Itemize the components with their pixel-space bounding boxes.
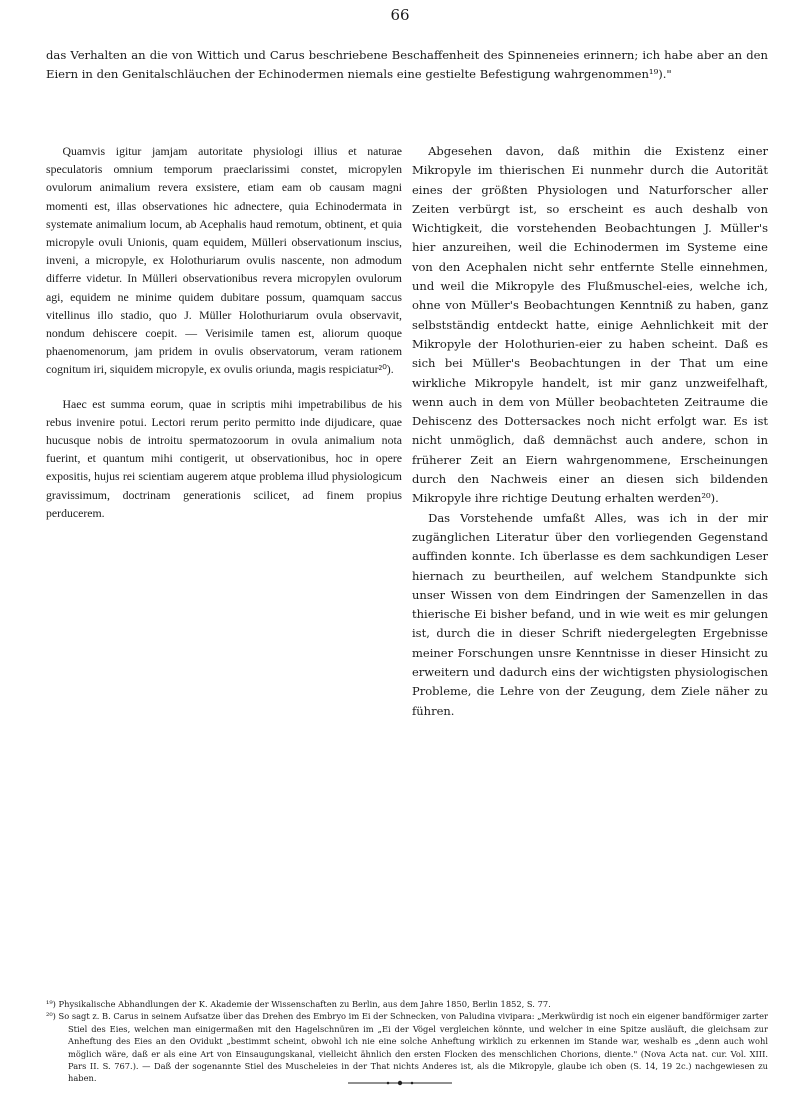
latin-column (46, 142, 402, 538)
intro-text: das Verhalten an die von Wittich und Carus beschriebene Beschaffenheit des Spinneneies erinnern; ich habe aber an den Eiern in den Genitalschläuchen der Echinodermen niemals eine gestielte Befestigung wahrgenommen¹⁹)." (46, 48, 768, 81)
footnote-20: ²⁰) So sagt z. B. Carus in seinem Aufsatze über das Drehen des Embryo im Ei der Schnecken, von Paludina vivipara: „Merkwürdig ist noch ein eigener bandförmiger zarter Stiel des Eies, welchen man einigermaßen mit den Hagelschnüren im „Ei der Vögel vergleichen könnte, und welcher in eine Spitze ausläuft, die gleichsam zur Anheftung des Eies an den Ovidukt „bestimmt scheint, obwohl ich nie eine solche Anheftung wirklich zu erkennen im Stande war, weshalb es „denn auch wohl möglich wäre, daß er als eine Art von Einsaugungskanal, vielleicht ähnlich den ersten Flocken des menschlichen Chorions, diente." (Nova Acta nat. cur. Vol. XIII. Pars II. S. 767.). — Daß der sogenannte Stiel des Muscheleies in der That nichts Anderes ist, als die Mikropyle, glaube ich oben (S. 14, 19 2c.) nachgewiesen zu haben. (46, 1011, 768, 1084)
latin-paragraph-1: Quamvis igitur jamjam autoritate physiologi illius et naturae speculatoris omnium temporum praeclarissimi constet, micropylen ovulorum animalium revera exsistere, etiam eam ob causam magni momenti est, illas observationes hic adnectere, quia Echinodermata in systemate animalium locum, ab Acephalis haud remotum, obtinent, et quia micropyle ovuli Unionis, quam equidem, Mülleri observationum inscius, inveni, a micropyle, ex Holothuriarum ovulis nascente, non admodum differre videtur. In Mülleri observationibus revera micropylen ovulorum agi, equidem ne minime quidem dubitare possum, quamquam saccus vitellinus illo stadio, quo J. Müller Holothuriarum ovula observavit, nondum dehiscere coepit. — Verisimile tamen est, aliorum quoque phaenomenorum, jam pridem in ovulis observatorum, veram rationem cognitum iri, siquidem micropyle, ex ovulis oriunda, magis respiciatur²⁰). (46, 144, 402, 377)
german-column (412, 142, 768, 721)
page-number: 66 (390, 6, 410, 24)
german-paragraph-1: Abgesehen davon, daß mithin die Existenz einer Mikropyle im thierischen Ei nunmehr durch die Autorität eines der größten Physiologen und Naturforscher aller Zeiten verbürgt ist, so erscheint es auch deshalb von Wichtigkeit, die vorstehenden Beobachtungen J. Müller's hier anzureihen, weil die Echinodermen im Systeme eine von den Acephalen nicht sehr entfernte Stelle einnehmen, und weil die Mikropyle des Flußmuschel-eies, welche ich, ohne von Müller's Beobachtungen Kenntniß zu haben, ganz selbstständig entdeckt hatte, einige Aehnlichkeit mit der Mikropyle der Holothurien-eier zu haben scheint. Daß es sich bei Müller's Beobachtungen in der That um eine wirkliche Mikropyle handelt, ist mir ganz unzweifelhaft, wenn auch in dem von Müller beobachteten Zeitraume die Dehiscenz des Dottersackes noch nicht erfolgt war. Es ist nicht unmöglich, daß demnächst auch andere, schon in früherer Zeit an Eiern wahrgenommene, Erscheinungen durch den Nachweis einer an diesen sich bildenden Mikropyle ihre richtige Deutung erhalten werden²⁰). (412, 144, 768, 506)
footnote-19: ¹⁹) Physikalische Abhandlungen der K. Akademie der Wissenschaften zu Berlin, aus dem Jahre 1850, Berlin 1852, S. 77. (46, 999, 551, 1009)
footnotes (46, 998, 768, 1085)
intro-paragraph (46, 46, 768, 83)
german-paragraph-2: Das Vorstehende umfaßt Alles, was ich in der mir zugänglichen Literatur über den vorliegenden Gegenstand auffinden konnte. Ich überlasse es dem sachkundigen Leser hiernach zu beurtheilen, auf welchem Standpunkte sich unser Wissen von dem Eindringen der Samenzellen in das thierische Ei bisher befand, und in wie weit es mir gelungen ist, durch die in dieser Schrift niedergelegten Ergebnisse meiner Forschungen unsre Kenntnisse in dieser Hinsicht zu erweitern und dadurch eins der wichtigsten physiologischen Probleme, die Lehre von der Zeugung, dem Ziele näher zu führen. (412, 510, 768, 718)
ornament-divider (0, 1080, 800, 1086)
latin-paragraph-2: Haec est summa eorum, quae in scriptis mihi impetrabilibus de his rebus invenire potui. Lectori rerum perito permitto inde dijudicare, quae hucusque nobis de introitu spermatozoorum in ovula animalium nota fuerint, et quantum mihi contigerit, ut observationibus, hoc in opere expositis, hujus rei scientiam augerem atque problema illud physiologicum gravissimum, doctrinam generationis scilicet, ad finem propius perducerem. (46, 396, 402, 520)
